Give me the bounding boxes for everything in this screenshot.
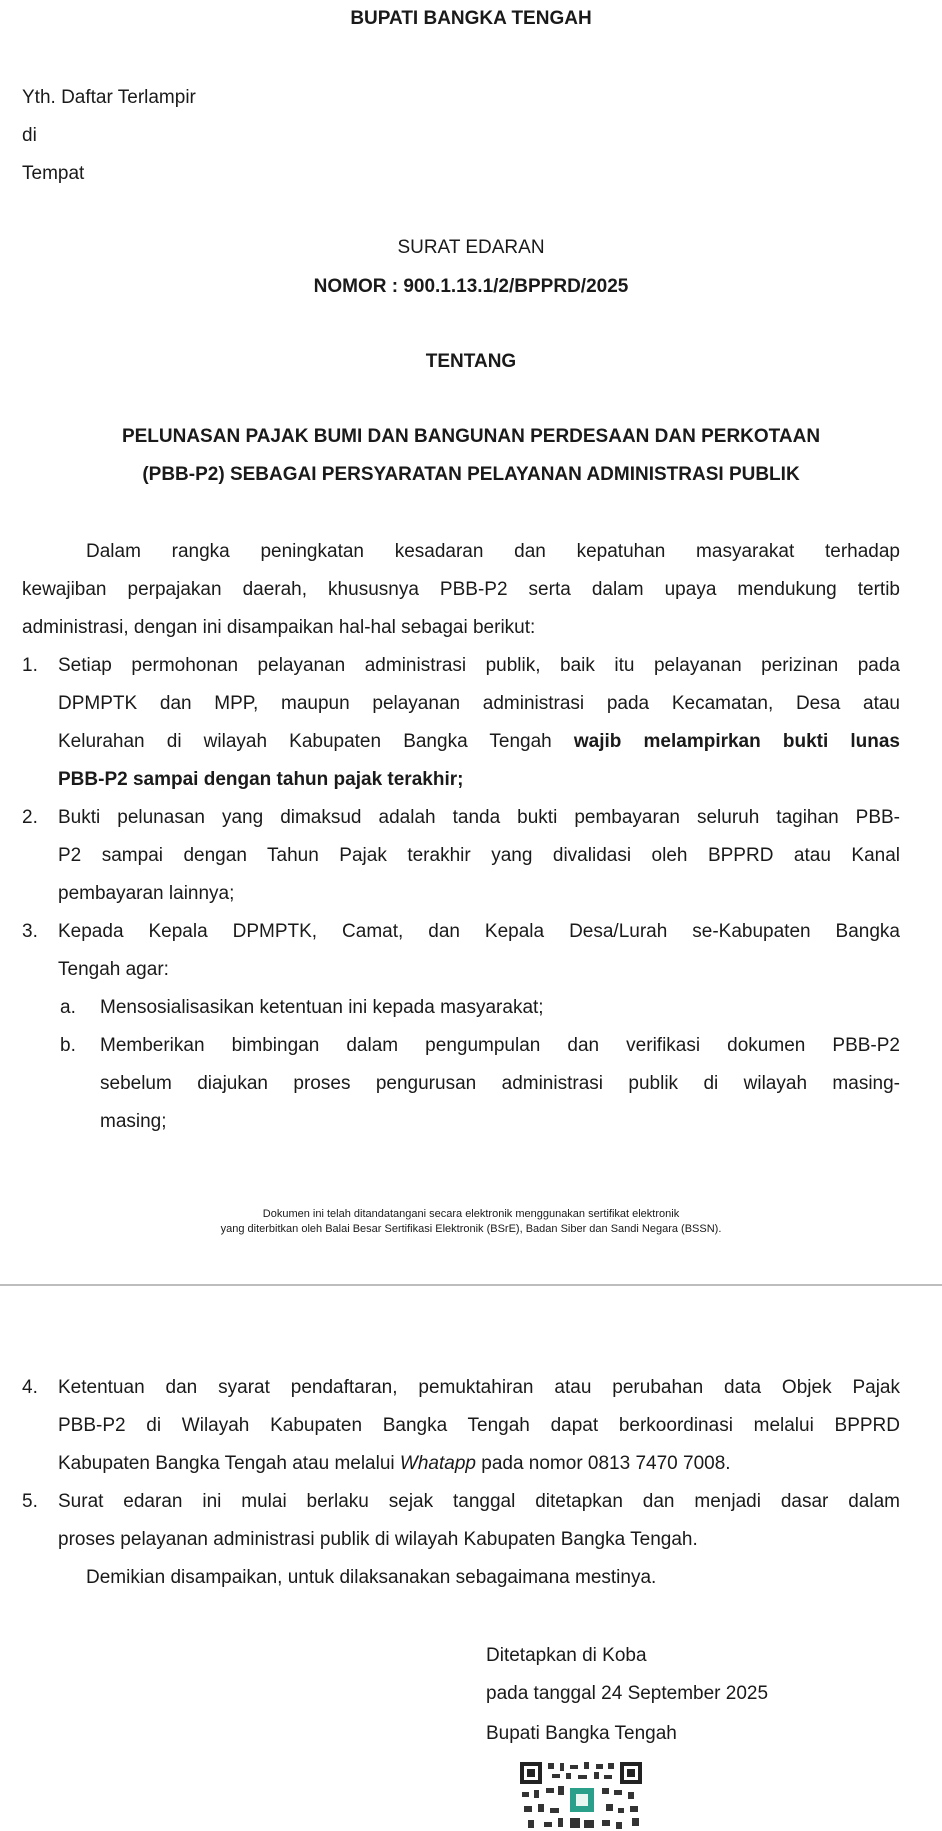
signature-place: Ditetapkan di Koba (486, 1645, 647, 1666)
item-4-whatsapp: Whatapp (399, 1453, 476, 1474)
item-3-number: 3. (22, 921, 38, 942)
addressee-line-3: Tempat (22, 163, 85, 184)
about-label: TENTANG (425, 351, 517, 372)
closing-sentence: Demikian disampaikan, untuk dilaksanakan sebagaimana mestinya. (86, 1567, 657, 1588)
item-2-line-1: Bukti pelunasan yang dimaksud adalah tanda bukti pembayaran seluruh tagihan PBB- (58, 807, 900, 828)
item-1-line-3-text: Kelurahan di wilayah Kabupaten Bangka Tengah (58, 731, 574, 752)
document-type: SURAT EDARAN (397, 237, 545, 258)
item-3b-line-2: sebelum diajukan proses pengurusan administrasi publik di wilayah masing- (100, 1073, 900, 1094)
signature-official: Bupati Bangka Tengah (486, 1723, 677, 1744)
page-divider (0, 1284, 942, 1286)
item-3b-label: b. (60, 1035, 76, 1056)
item-4-line-3-number: pada nomor 0813 7470 7008. (475, 1453, 731, 1474)
item-4-line-1: Ketentuan dan syarat pendaftaran, pemuktahiran atau perubahan data Objek Pajak (58, 1377, 900, 1398)
item-2-number: 2. (22, 807, 38, 828)
item-4-number: 4. (22, 1377, 38, 1398)
addressee-line-2: di (22, 125, 37, 146)
esign-note-line-1: Dokumen ini telah ditandatangani secara elektronik menggunakan sertifikat elektronik (262, 1208, 680, 1220)
subject-line-2: (PBB-P2) SEBAGAI PERSYARATAN PELAYANAN ADMINISTRASI PUBLIK (142, 464, 800, 485)
item-4-line-3 (58, 1452, 900, 1476)
item-2-line-3: pembayaran lainnya; (58, 883, 235, 904)
item-1-line-3 (58, 730, 900, 754)
item-5-line-2: proses pelayanan administrasi publik di wilayah Kabupaten Bangka Tengah. (58, 1529, 698, 1550)
intro-line-2: kewajiban perpajakan daerah, khususnya PBB-P2 serta dalam upaya mendukung tertib (22, 579, 900, 600)
item-1-line-2: DPMPTK dan MPP, maupun pelayanan administrasi pada Kecamatan, Desa atau (58, 693, 900, 714)
item-1-line-3-emphasis: wajib melampirkan bukti lunas (573, 731, 900, 752)
item-1-line-4: PBB-P2 sampai dengan tahun pajak terakhir; (58, 769, 464, 790)
esign-note-line-2: yang diterbitkan oleh Balai Besar Sertifikasi Elektronik (BSrE), Badan Siber dan Sandi Negara (BSSN). (220, 1223, 722, 1235)
intro-line-3: administrasi, dengan ini disampaikan hal-hal sebagai berikut: (22, 617, 536, 638)
item-3b-line-1: Memberikan bimbingan dalam pengumpulan dan verifikasi dokumen PBB-P2 (100, 1035, 900, 1056)
addressee-line-1: Yth. Daftar Terlampir (22, 87, 196, 108)
intro-line-1: Dalam rangka peningkatan kesadaran dan kepatuhan masyarakat terhadap (86, 541, 900, 562)
item-3-line-2: Tengah agar: (58, 959, 169, 980)
qr-code-icon (518, 1760, 644, 1831)
item-3a-label: a. (60, 997, 76, 1018)
item-5-line-1: Surat edaran ini mulai berlaku sejak tanggal ditetapkan dan menjadi dasar dalam (58, 1491, 900, 1512)
item-2-line-2: P2 sampai dengan Tahun Pajak terakhir yang divalidasi oleh BPPRD atau Kanal (58, 845, 900, 866)
document-number: NOMOR : 900.1.13.1/2/BPPRD/2025 (313, 276, 629, 297)
item-1-number: 1. (22, 655, 38, 676)
letterhead-title: BUPATI BANGKA TENGAH (350, 8, 592, 29)
item-3b-line-3: masing; (100, 1111, 167, 1132)
item-3-line-1: Kepada Kepala DPMPTK, Camat, dan Kepala Desa/Lurah se-Kabupaten Bangka (58, 921, 900, 942)
item-3a-text: Mensosialisasikan ketentuan ini kepada masyarakat; (100, 997, 544, 1018)
signature-date: pada tanggal 24 September 2025 (486, 1683, 769, 1704)
item-4-line-2: PBB-P2 di Wilayah Kabupaten Bangka Tengah dapat berkoordinasi melalui BPPRD (58, 1415, 900, 1436)
subject-line-1: PELUNASAN PAJAK BUMI DAN BANGUNAN PERDESAAN DAN PERKOTAAN (121, 426, 821, 447)
item-4-line-3-text: Kabupaten Bangka Tengah atau melalui (58, 1453, 400, 1474)
item-5-number: 5. (22, 1491, 38, 1512)
item-1-line-1: Setiap permohonan pelayanan administrasi publik, baik itu pelayanan perizinan pada (58, 655, 900, 676)
